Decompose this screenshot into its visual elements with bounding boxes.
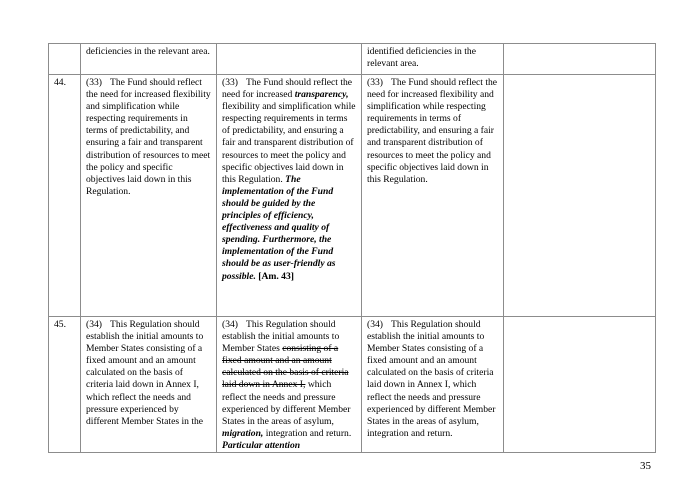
council-position-cell xyxy=(362,75,504,317)
council-position-cell: identified deficiencies in the relevant area. xyxy=(362,44,504,75)
table-row-45 xyxy=(49,317,656,453)
compromise-cell xyxy=(504,44,656,75)
amendment-insertion: The implementation of the Fund should be guided by the principles of efficiency, effectiveness and quality of spending. Furthermore, the implementation of the Fund should be as user-friendly as possible. xyxy=(222,173,336,282)
paragraph-text: This Regulation should establish the initial amounts to Member States consisting of a fixed amount and an amount calculated on the basis of criteria laid down in Annex I, which reflect the needs and pressure experienced by different Member States in the xyxy=(86,319,204,427)
paragraph-number: (34) xyxy=(86,319,102,330)
parliament-position-cell xyxy=(217,317,362,453)
paragraph-number: (33) xyxy=(86,77,102,88)
amendment-deletion: consisting of a fixed amount and an amount calculated on the basis of criteria laid down in Annex I, xyxy=(222,343,349,391)
parliament-position-cell xyxy=(217,44,362,75)
row-number: 45. xyxy=(49,317,81,453)
compromise-cell xyxy=(504,75,656,317)
paragraph-text: flexibility and simplification while respecting requirements in terms of predictability, and ensuring a fair and transparent distribution of resources to meet the policy and specific objectives laid down in this Regulation. xyxy=(222,101,356,185)
paragraph-text: The Fund should reflect the need for increased xyxy=(222,77,353,101)
commission-proposal-cell xyxy=(81,75,217,317)
paragraph-text: integration and return. xyxy=(265,427,352,439)
row-number: 44. xyxy=(49,75,81,317)
table-row-44 xyxy=(49,75,656,317)
amendment-insertion: transparency, xyxy=(294,89,349,101)
paragraph-text: which reflect the needs and pressure experienced by different Member States in the areas of asylum, xyxy=(222,379,351,427)
page-number: 35 xyxy=(640,460,651,472)
amendment-reference: [Am. 43] xyxy=(258,270,294,282)
commission-proposal-cell: deficiencies in the relevant area. xyxy=(81,44,217,75)
row-number xyxy=(49,44,81,75)
commission-proposal-cell xyxy=(81,317,217,453)
paragraph-text: This Regulation should establish the initial amounts to Member States xyxy=(222,319,340,355)
paragraph-number: (33) xyxy=(222,77,238,88)
paragraph-number: (33) xyxy=(367,77,383,88)
amendments-table xyxy=(48,43,656,453)
paragraph-text: This Regulation should establish the initial amounts to Member States consisting of a fixed amount and an amount calculated on the basis of criteria laid down in Annex I, which reflect the needs and pressure experienced by different Member States in the areas of asylum, integration and return. xyxy=(367,319,496,439)
paragraph-text: The Fund should reflect the need for increased flexibility and simplification while respecting requirements in terms of predictability, and ensuring a fair and transparent distribution of resources to meet the policy and specific objectives laid down in this Regulation. xyxy=(86,77,211,197)
paragraph-number: (34) xyxy=(367,319,383,330)
amendment-insertion: migration, xyxy=(222,427,264,439)
table-row-continued xyxy=(49,44,656,75)
paragraph-number: (34) xyxy=(222,319,238,330)
paragraph-text: The Fund should reflect the need for increased flexibility and simplification while respecting requirements in terms of predictability, and ensuring a fair and transparent distribution of resources to meet the policy and specific objectives laid down in this Regulation. xyxy=(367,77,498,185)
amendment-insertion: Particular attention xyxy=(222,439,301,451)
parliament-position-cell xyxy=(217,75,362,317)
compromise-cell xyxy=(504,317,656,453)
council-position-cell xyxy=(362,317,504,453)
